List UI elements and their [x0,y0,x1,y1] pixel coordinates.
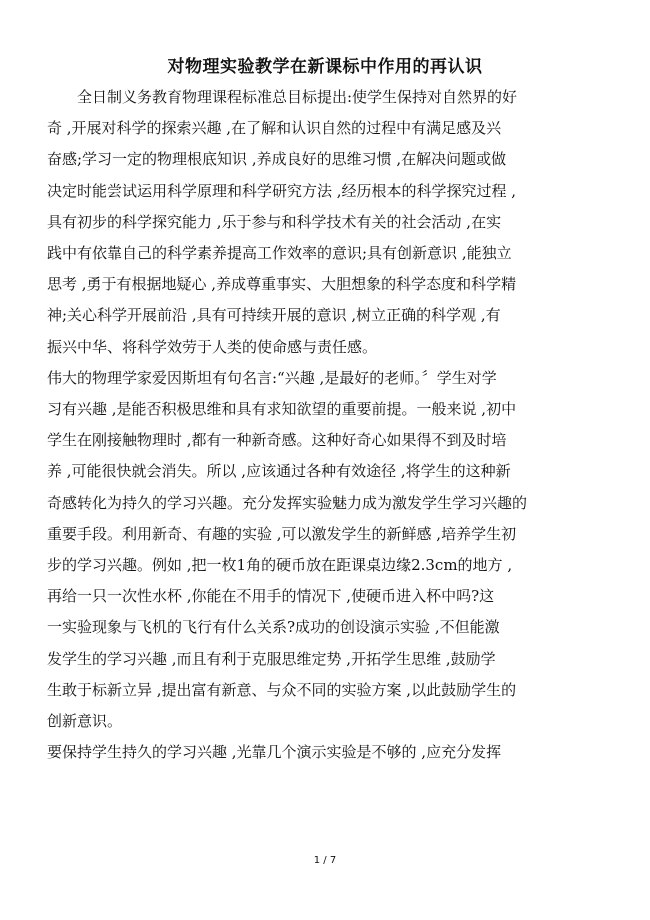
text-line: 振兴中华、将科学效劳于人类的使命感与责任感。 [47,337,378,356]
text-line: 奇 ,开展对科学的探索兴趣 ,在了解和认识自然的过程中有满足感及兴 [47,119,502,138]
text-line: 创新意识。 [47,712,123,731]
text-line: 重要手段。利用新奇、有趣的实验 ,可以激发学生的新鲜感 ,培养学生初 [47,524,517,543]
text-line: 一实验现象与飞机的飞行有什么关系?成功的创设演示实验 ,不但能激 [47,618,500,637]
text-line: 伟大的物理学家爱因斯坦有句名言:“兴趣 ,是最好的老师。〞学生对学 [47,368,497,387]
text-line: 生敢于标新立异 ,提出富有新意、与众不同的实验方案 ,以此鼓励学生的 [47,680,517,699]
document-title: 对物理实验教学在新课标中作用的再认识 [167,57,483,77]
text-line: 全日制义务教育物理课程标准总目标提出:使学生保持对自然界的好 [47,88,518,106]
text-line: 践中有依靠自己的科学素养提高工作效率的意识;具有创新意识 ,能独立 [47,244,512,263]
text-line: 思考 ,勇于有根据地疑心 ,养成尊重事实、大胆想象的科学态度和科学精 [47,275,517,294]
text-line: 具有初步的科学探究能力 ,乐于参与和科学技术有关的社会活动 ,在实 [47,212,502,231]
text-line: 学生在刚接触物理时 ,都有一种新奇感。这种好奇心如果得不到及时培 [47,431,507,450]
text-line: 要保持学生持久的学习兴趣 ,光靠几个演示实验是不够的 ,应充分发挥 [47,743,502,762]
document-body [47,82,612,768]
text-line: 神;关心科学开展前沿 ,具有可持续开展的意识 ,树立正确的科学观 ,有 [47,306,501,325]
text-line: 习有兴趣 ,是能否积极思维和具有求知欲望的重要前提。一般来说 ,初中 [47,400,517,419]
text-line: 养 ,可能很快就会消失。所以 ,应该通过各种有效途径 ,将学生的这种新 [47,462,511,481]
text-line: 步的学习兴趣。例如 ,把一枚1角的硬币放在距课桌边缘2.3cm的地方 , [47,556,513,575]
page-number: 1 / 7 [313,855,337,866]
text-line: 再给一只一次性水杯 ,你能在不用手的情况下 ,使硬币进入杯中吗?这 [47,587,495,606]
text-line: 发学生的学习兴趣 ,而且有利于克服思维定势 ,开拓学生思维 ,鼓励学 [47,649,496,668]
text-line: 决定时能尝试运用科学原理和科学研究方法 ,经历根本的科学探究过程 , [47,181,517,200]
text-line: 奇感转化为持久的学习兴趣。充分发挥实验魅力成为激发学生学习兴趣的 [47,493,528,512]
text-line: 奋感;学习一定的物理根底知识 ,养成良好的思维习惯 ,在解决问题或做 [47,150,507,169]
